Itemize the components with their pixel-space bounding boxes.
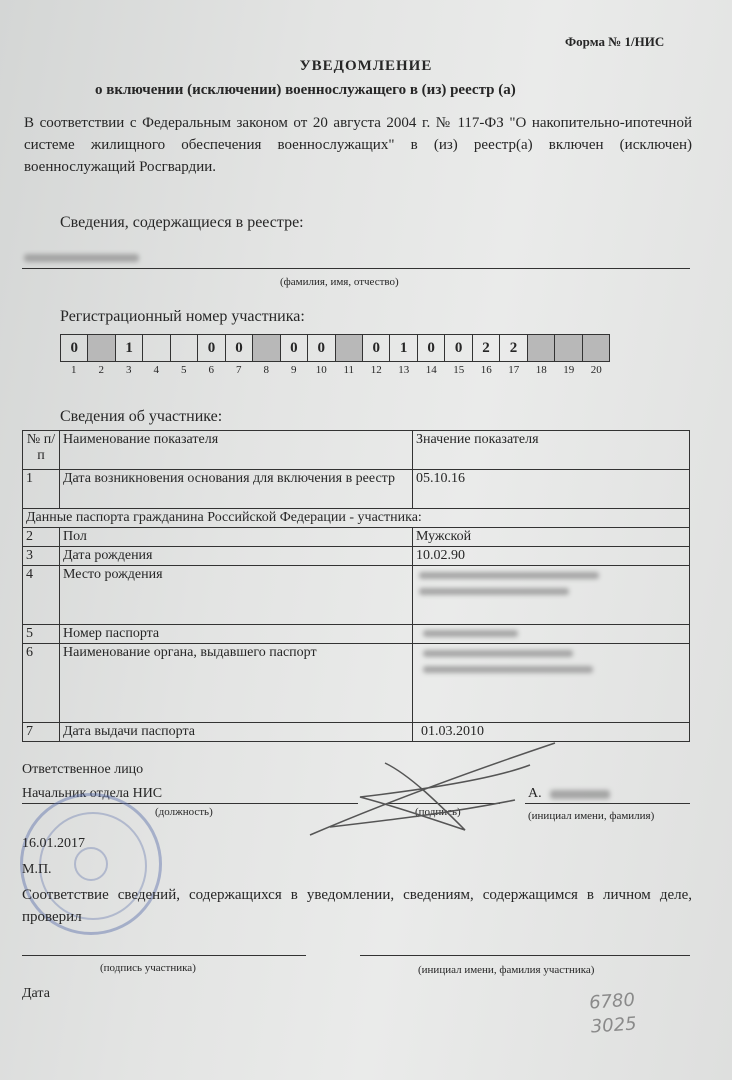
passport-header: Данные паспорта гражданина Российской Федерации - участника: — [23, 509, 690, 528]
col-value-header: Значение показателя — [413, 431, 690, 470]
redacted-issuer — [423, 650, 573, 657]
reg-index: 1 — [71, 364, 77, 376]
row-num: 1 — [23, 470, 60, 509]
row-value-redacted — [413, 625, 690, 644]
reg-digit-redacted — [336, 335, 363, 361]
reg-index: 16 — [480, 364, 492, 376]
reg-digit: 0 — [308, 335, 335, 361]
reg-index: 6 — [208, 364, 214, 376]
reg-index: 19 — [563, 364, 575, 376]
redacted-issuer — [423, 666, 593, 673]
row-name: Пол — [60, 528, 413, 547]
row-value-redacted — [413, 644, 690, 723]
position-caption: (должность) — [155, 806, 213, 818]
reg-index: 10 — [315, 364, 327, 376]
row-value: 01.03.2010 — [413, 723, 690, 742]
document-title: УВЕДОМЛЕНИЕ — [299, 58, 433, 74]
reg-digit: 1 — [116, 335, 143, 361]
table-row — [23, 528, 690, 547]
reg-index: 20 — [590, 364, 602, 376]
row-value: Мужской — [413, 528, 690, 547]
reg-index: 2 — [98, 364, 104, 376]
reg-digit — [143, 335, 170, 361]
intro-paragraph: В соответствии с Федеральным законом от 20 августа 2004 г. № 117-ФЗ "О накопительно-ипотечной системе жилищного обеспечения военнослужащих" в (из) реестр(а) включен (исключен) военнослужащий Росгвардии. — [24, 115, 692, 175]
reg-index: 11 — [343, 364, 355, 376]
notice-date: 16.01.2017 — [22, 836, 85, 851]
reg-index: 8 — [263, 364, 269, 376]
reg-digit: 2 — [500, 335, 527, 361]
handwritten-number: 3025 — [590, 1013, 638, 1038]
reg-digit-redacted — [88, 335, 115, 361]
reg-index: 15 — [453, 364, 465, 376]
reg-index: 3 — [126, 364, 132, 376]
name-caption: (фамилия, имя, отчество) — [280, 276, 399, 288]
reg-index: 12 — [370, 364, 382, 376]
row-value: 10.02.90 — [413, 547, 690, 566]
redacted-birthplace — [419, 588, 569, 595]
row-name: Место рождения — [60, 566, 413, 625]
handwritten-numbers — [588, 988, 637, 1039]
reg-digit: 0 — [445, 335, 472, 361]
reg-digit: 0 — [198, 335, 225, 361]
verify-text: Соответствие сведений, содержащихся в уведомлении, сведениям, содержащимся в личном деле, проверил — [22, 887, 692, 925]
row-num: 4 — [23, 566, 60, 625]
reg-index: 5 — [181, 364, 187, 376]
redacted-passport-number — [423, 630, 518, 637]
responsible-label: Ответственное лицо — [22, 762, 144, 777]
participant-table — [22, 430, 690, 742]
document-subtitle: о включении (исключении) военнослужащего в (из) реестр (а) — [95, 82, 516, 98]
participant-name-line — [360, 955, 690, 956]
row-num: 6 — [23, 644, 60, 723]
reg-digit — [171, 335, 198, 361]
redacted-birthplace — [419, 572, 599, 579]
participant-sign-caption: (подпись участника) — [100, 962, 196, 974]
participant-label: Сведения об участнике: — [60, 408, 223, 425]
row-num: 5 — [23, 625, 60, 644]
table-header-row — [23, 431, 690, 470]
row-name: Дата выдачи паспорта — [60, 723, 413, 742]
reg-index: 7 — [236, 364, 242, 376]
row-value-redacted — [413, 566, 690, 625]
reg-digit: 0 — [363, 335, 390, 361]
reg-index: 18 — [535, 364, 547, 376]
reg-index: 9 — [291, 364, 297, 376]
registry-label: Сведения, содержащиеся в реестре: — [60, 214, 304, 231]
participant-sign-line — [22, 955, 306, 956]
reg-digit-redacted — [555, 335, 582, 361]
row-name: Наименование органа, выдавшего паспорт — [60, 644, 413, 723]
reg-number-label: Регистрационный номер участника: — [60, 308, 305, 325]
signature-scribble — [300, 735, 570, 845]
table-row — [23, 470, 690, 509]
reg-digit-redacted — [528, 335, 555, 361]
table-row — [23, 547, 690, 566]
reg-digit-redacted — [583, 335, 609, 361]
reg-digit: 1 — [390, 335, 417, 361]
date-label: Дата — [22, 986, 50, 1001]
handwritten-number: 6780 — [588, 989, 636, 1014]
mp-label: М.П. — [22, 862, 52, 877]
passport-section-row — [23, 509, 690, 528]
row-name: Дата возникновения основания для включения в реестр — [60, 470, 413, 509]
table-row — [23, 625, 690, 644]
row-name: Номер паспорта — [60, 625, 413, 644]
name-line — [22, 268, 690, 269]
reg-digit-redacted — [253, 335, 280, 361]
row-num: 2 — [23, 528, 60, 547]
table-row — [23, 644, 690, 723]
redacted-full-name — [24, 254, 139, 262]
reg-number-indices — [60, 364, 610, 376]
reg-digit: 0 — [226, 335, 253, 361]
col-num-header: № п/п — [23, 431, 60, 470]
reg-index: 17 — [508, 364, 520, 376]
signature-caption: (подпись) — [415, 806, 461, 818]
reg-digit: 0 — [281, 335, 308, 361]
table-row — [23, 566, 690, 625]
responsible-position: Начальник отдела НИС — [22, 786, 163, 801]
form-number: Форма № 1/НИС — [565, 34, 665, 49]
participant-name-caption: (инициал имени, фамилия участника) — [418, 964, 595, 976]
row-num: 3 — [23, 547, 60, 566]
reg-digit: 0 — [61, 335, 88, 361]
col-name-header: Наименование показателя — [60, 431, 413, 470]
reg-digit: 0 — [418, 335, 445, 361]
reg-index: 13 — [398, 364, 410, 376]
row-value: 05.10.16 — [413, 470, 690, 509]
row-num: 7 — [23, 723, 60, 742]
row-name: Дата рождения — [60, 547, 413, 566]
responsible-initial: А. — [528, 786, 542, 801]
reg-index: 4 — [153, 364, 159, 376]
initials-caption: (инициал имени, фамилия) — [528, 810, 655, 822]
reg-index: 14 — [425, 364, 437, 376]
reg-number-boxes — [60, 334, 610, 362]
reg-digit: 2 — [473, 335, 500, 361]
